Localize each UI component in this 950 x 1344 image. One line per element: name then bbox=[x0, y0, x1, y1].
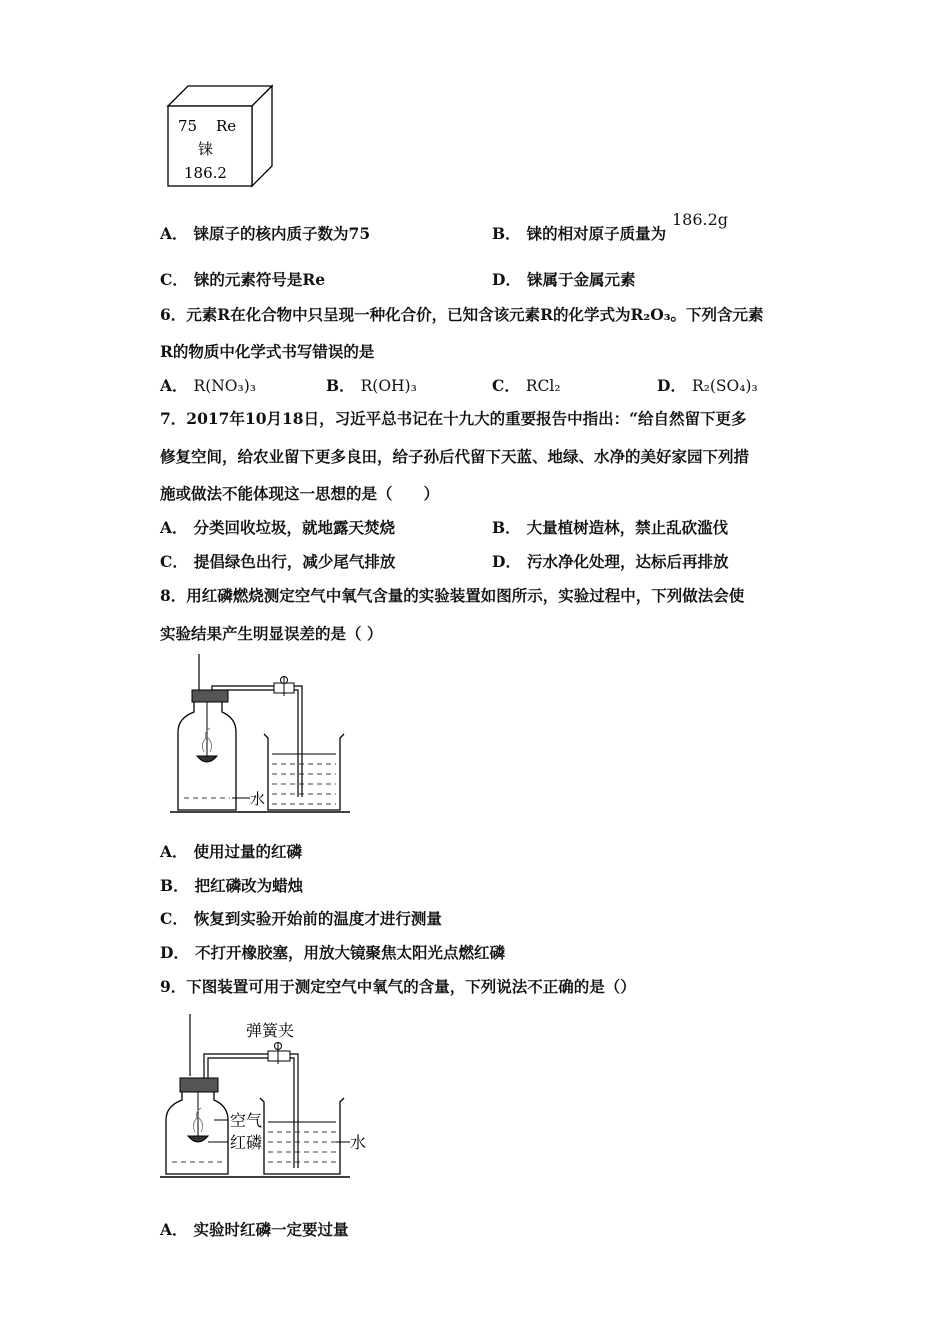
option-text: 把红磷改为蜡烛 bbox=[194, 876, 304, 895]
combustion-spoon bbox=[197, 756, 217, 762]
beaker bbox=[264, 734, 344, 810]
beaker-water bbox=[272, 764, 336, 804]
option-text: 实验时红磷一定要过量 bbox=[193, 1220, 349, 1239]
q6-option-a bbox=[160, 376, 256, 396]
element-mass: 186.2 bbox=[184, 164, 227, 182]
element-number: 75 bbox=[178, 117, 198, 135]
option-text: 大量植树造林，禁止乱砍滥伐 bbox=[526, 518, 729, 537]
element-name: 铼 bbox=[198, 140, 214, 158]
q9-apparatus-svg bbox=[160, 1008, 380, 1184]
q7-stem-line3: 施或做法不能体现这一思想的是（ ） bbox=[160, 484, 440, 503]
outlet-tube bbox=[294, 686, 302, 797]
option-letter: D． bbox=[492, 552, 521, 571]
option-letter: B． bbox=[492, 224, 521, 243]
element-symbol: Re bbox=[216, 117, 237, 135]
q6-option-d bbox=[657, 376, 758, 396]
option-letter: C． bbox=[160, 552, 188, 571]
option-text: 铼的相对原子质量为 bbox=[526, 224, 667, 243]
q8-option-c bbox=[160, 909, 442, 929]
option-letter: A． bbox=[160, 1220, 188, 1239]
q9-option-a bbox=[160, 1220, 349, 1240]
q5-option-b-value: 186.2g bbox=[672, 210, 729, 229]
q6-stem-line1: 6．元素R在化合物中只呈现一种化合价，已知含该元素R的化学式为R₂O₃。下列含元素 bbox=[160, 305, 764, 324]
option-text: 恢复到实验开始前的温度才进行测量 bbox=[193, 909, 442, 928]
q7-stem-line1: 7．2017年10月18日，习近平总书记在十九大的重要报告中指出：“给自然留下更多 bbox=[160, 409, 747, 428]
q6-option-c bbox=[492, 376, 561, 396]
option-text: 提倡绿色出行，减少尾气排放 bbox=[193, 552, 396, 571]
option-letter: D． bbox=[657, 376, 686, 395]
element-tile-svg bbox=[160, 80, 280, 192]
combustion-spoon bbox=[188, 1136, 208, 1142]
option-text: R₂(SO₄)₃ bbox=[691, 377, 758, 395]
q7-option-a bbox=[160, 518, 395, 538]
option-text: 铼属于金属元素 bbox=[526, 270, 636, 289]
option-text: RCl₂ bbox=[525, 377, 561, 395]
q5-option-d bbox=[492, 270, 635, 290]
q9-stem-line1: 9．下图装置可用于测定空气中氧气的含量，下列说法不正确的是（） bbox=[160, 977, 636, 996]
beaker-water bbox=[268, 1132, 336, 1162]
air-label: 空气 bbox=[230, 1111, 263, 1130]
outlet-tube bbox=[290, 1054, 298, 1168]
rubber-tube bbox=[268, 1051, 290, 1061]
q7-option-c bbox=[160, 552, 395, 572]
q5-option-a bbox=[160, 224, 370, 244]
beaker bbox=[260, 1098, 344, 1174]
q7-option-d bbox=[492, 552, 728, 572]
option-text: 铼的元素符号是Re bbox=[193, 270, 326, 289]
option-letter: A． bbox=[160, 518, 188, 537]
option-letter: B． bbox=[326, 376, 355, 395]
option-letter: B． bbox=[160, 876, 189, 895]
rubber-stopper bbox=[192, 690, 228, 702]
q8-apparatus-svg bbox=[170, 652, 360, 818]
q6-option-b bbox=[326, 376, 417, 396]
q8-apparatus-figure bbox=[170, 652, 360, 818]
q8-option-d bbox=[160, 943, 505, 963]
option-letter: D． bbox=[160, 943, 189, 962]
q8-stem-line2: 实验结果产生明显误差的是（ ） bbox=[160, 624, 383, 643]
option-letter: B． bbox=[492, 518, 521, 537]
connecting-tube bbox=[204, 1054, 274, 1078]
option-letter: D． bbox=[492, 270, 521, 289]
element-tile-figure bbox=[160, 80, 280, 192]
option-letter: C． bbox=[492, 376, 520, 395]
q7-option-b bbox=[492, 518, 728, 538]
q9-apparatus-figure bbox=[160, 1008, 380, 1184]
q7-stem-line2: 修复空间，给农业留下更多良田，给子孙后代留下天蓝、地绿、水净的美好家园下列措 bbox=[160, 447, 750, 466]
water-label: 水 bbox=[350, 1133, 367, 1152]
option-text: R(OH)₃ bbox=[360, 377, 417, 395]
clamp-label: 弹簧夹 bbox=[246, 1021, 295, 1040]
q5-option-b bbox=[492, 224, 666, 244]
option-text: 使用过量的红磷 bbox=[193, 842, 303, 861]
option-text: 不打开橡胶塞，用放大镜聚焦太阳光点燃红磷 bbox=[194, 943, 505, 962]
option-text: 分类回收垃圾，就地露天焚烧 bbox=[193, 518, 396, 537]
q8-option-b bbox=[160, 876, 303, 896]
q8-stem-line1: 8．用红磷燃烧测定空气中氧气含量的实验装置如图所示，实验过程中，下列做法会使 bbox=[160, 586, 745, 605]
q8-option-a bbox=[160, 842, 302, 862]
option-letter: A． bbox=[160, 224, 188, 243]
option-text: 铼原子的核内质子数为75 bbox=[193, 224, 371, 243]
phosphorus-label: 红磷 bbox=[230, 1133, 263, 1152]
q6-stem-line2: R的物质中化学式书写错误的是 bbox=[160, 342, 375, 361]
option-letter: A． bbox=[160, 376, 188, 395]
option-text: R(NO₃)₃ bbox=[193, 377, 256, 395]
rubber-stopper bbox=[180, 1078, 218, 1092]
option-letter: A． bbox=[160, 842, 188, 861]
option-text: 污水净化处理，达标后再排放 bbox=[526, 552, 729, 571]
option-letter: C． bbox=[160, 270, 188, 289]
water-label: 水 bbox=[250, 790, 266, 808]
option-letter: C． bbox=[160, 909, 188, 928]
q5-option-c bbox=[160, 270, 325, 290]
